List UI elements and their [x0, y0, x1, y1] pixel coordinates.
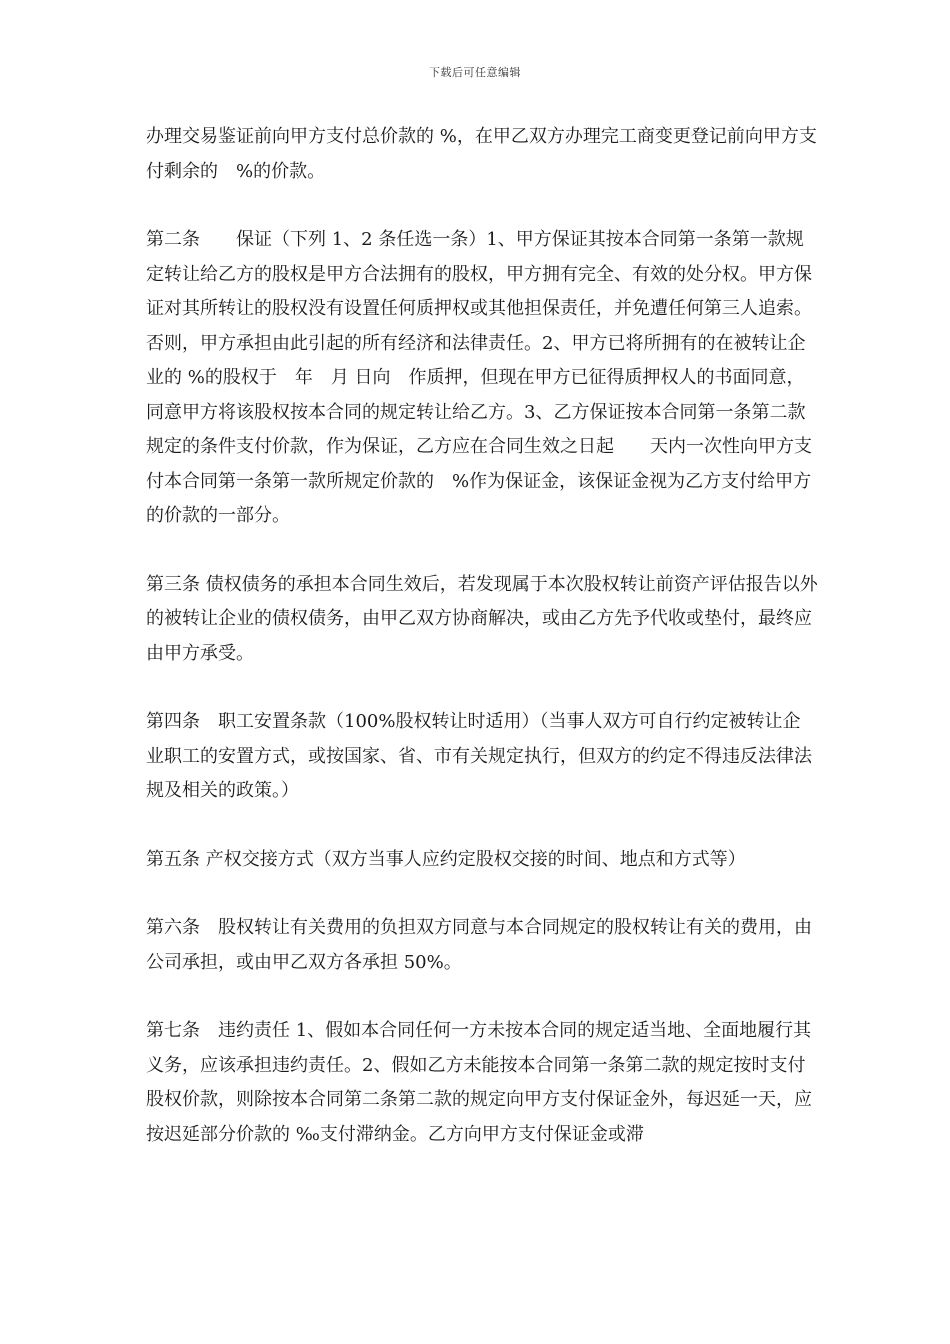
- page-header: 下载后可任意编辑: [429, 66, 521, 79]
- paragraph-article-5-handover: 第五条 产权交接方式（双方当事人应约定股权交接的时间、地点和方式等）: [146, 848, 746, 870]
- paragraph-article-3-debts: 第三条 债权债务的承担本合同生效后，若发现属于本次股权转让前资产评估报告以外的被转让企业的债权债务，由甲乙双方协商解决，或由乙方先予代收或垫付，最终应由甲方承受。: [146, 573, 818, 664]
- paragraph-payment-terms: 办理交易鉴证前向甲方支付总价款的 %，在甲乙双方办理完工商变更登记前向甲方支付剩余的 %的价款。: [146, 126, 817, 182]
- paragraph-article-2-guarantee: 第二条 保证（下列 1、2 条任选一条）1、甲方保证其按本合同第一条第一款规定转让给乙方的股权是甲方合法拥有的股权，甲方拥有完全、有效的处分权。甲方保证对其所转让的股权没有设置任何质押权或其他担保责任，并免遭任何第三人追索。否则，甲方承担由此引起的所有经济和法律责任。2、甲方已将所拥有的在被转让企业的 %的股权于 年 月 日向 作质押，但现在甲方已征得质押权人的书面同意，同意甲方将该股权按本合同的规定转让给乙方。3、乙方保证按本合同第一条第二款规定的条件支付价款，作为保证，乙方应在合同生效之日起 天内一次性向甲方支付本合同第一条第一款所规定价款的 %作为保证金，该保证金视为乙方支付给甲方的价款的一部分。: [146, 229, 812, 526]
- paragraph-article-4-staff: 第四条 职工安置条款（100%股权转让时适用）（当事人双方可自行约定被转让企业职工的安置方式，或按国家、省、市有关规定执行，但双方的约定不得违反法律法规及相关的政策。）: [146, 711, 812, 801]
- paragraph-article-7-liability: 第七条 违约责任 1、假如本合同任何一方未按本合同的规定适当地、全面地履行其义务，应该承担违约责任。2、假如乙方未能按本合同第一条第二款的规定按时支付股权价款，则除按本合同第二条第二款的规定向甲方支付保证金外，每迟延一天，应按迟延部分价款的 ‰支付滞纳金。乙方向甲方支付保证金或滞: [146, 1020, 812, 1145]
- paragraph-article-6-fees: 第六条 股权转让有关费用的负担双方同意与本合同规定的股权转让有关的费用，由 公司承担，或由甲乙双方各承担 50%。: [146, 917, 866, 973]
- document-body: [146, 120, 866, 1186]
